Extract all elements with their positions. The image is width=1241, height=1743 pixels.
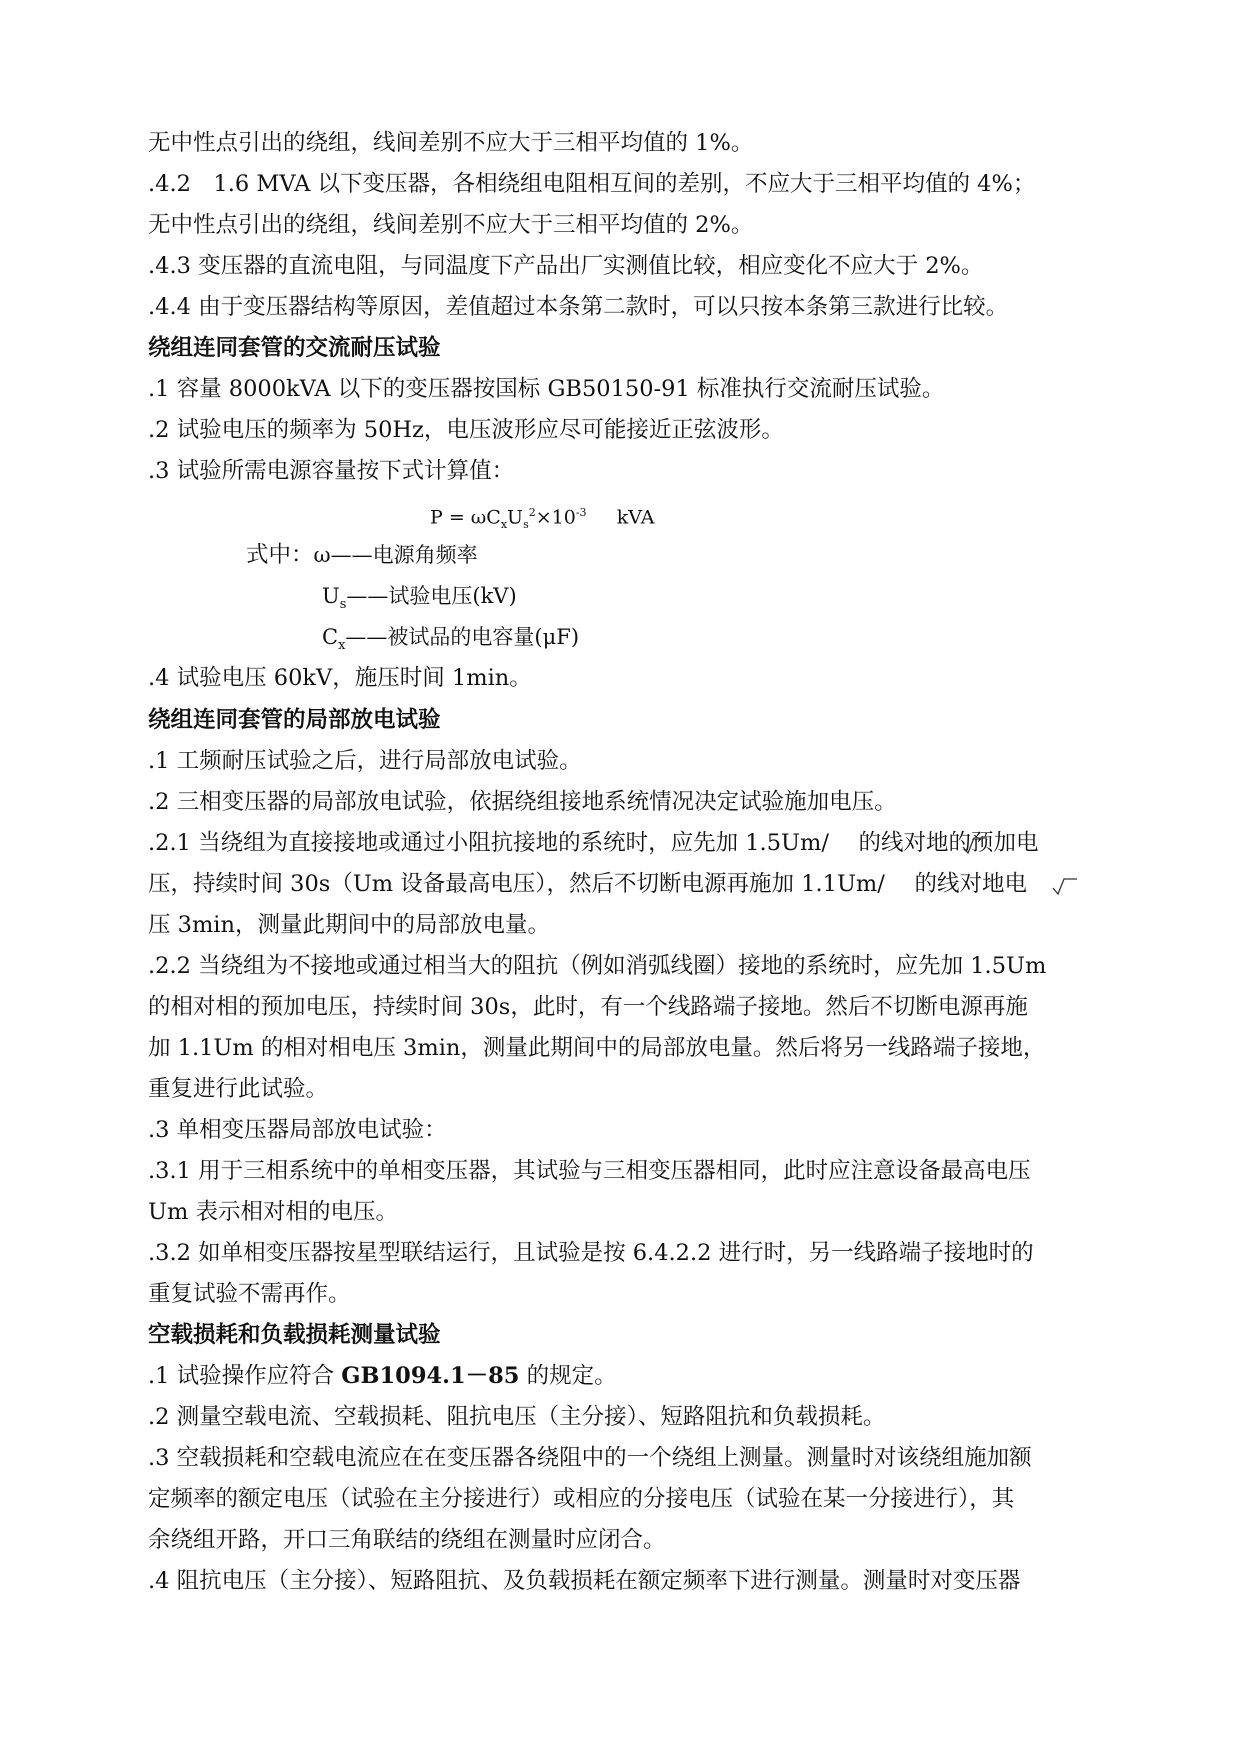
power-formula [430, 493, 1241, 533]
formula-times: ×10 [535, 506, 576, 529]
text-line: .4 阻抗电压（主分接）、短路阻抗、及负载损耗在额定频率下进行测量。测量时对变压器 [148, 1568, 1021, 1594]
text-line: 无中性点引出的绕组，线间差别不应大于三相平均值的 1%。 [148, 130, 754, 156]
text-line: .2.2 当绕组为不接地或通过相当大的阻抗（例如消弧线圈）接地的系统时，应先加 1.5Um [148, 953, 1047, 979]
where-label: 式中： [246, 542, 314, 568]
formula-lhs: P = ω [430, 506, 487, 529]
section-heading: 绕组连同套管的交流耐压试验 [148, 335, 441, 361]
text-line [322, 576, 1241, 616]
formula-exp: -3 [575, 506, 587, 519]
formula-c: C [486, 506, 501, 529]
text-line: Um 表示相对相的电压。 [148, 1199, 398, 1225]
text-line [148, 1356, 1128, 1396]
text-line: .1 容量 8000kVA 以下的变压器按国标 GB50150-91 标准执行交流耐压试验。 [148, 376, 945, 402]
where-cx-desc: ——被试品的电容量(μF) [345, 625, 580, 649]
text-line: .4.3 变压器的直流电阻，与同温度下产品出厂实测值比较，相应变化不应大于 2%。 [148, 253, 984, 279]
formula-unit: kVA [616, 506, 655, 529]
text-line: .2 测量空载电流、空载损耗、阻抗电压（主分接）、短路阻抗和负载损耗。 [148, 1404, 886, 1430]
where-omega: ω——电源角频率 [313, 543, 478, 567]
sqrt-mark-icon [962, 836, 988, 856]
standard-reference: GB1094.1－85 [341, 1363, 520, 1389]
text-line [246, 535, 1226, 575]
text-line: .2 三相变压器的局部放电试验，依据绕组接地系统情况决定试验施加电压。 [148, 789, 897, 815]
text-line: .3 空载损耗和空载电流应在在变压器各绕阻中的一个绕组上测量。测量时对该绕组施加额 [148, 1445, 1032, 1471]
text-line: 余绕组开路，开口三角联结的绕组在测量时应闭合。 [148, 1527, 666, 1553]
where-us-symbol: U [322, 584, 340, 608]
text-line: .3 试验所需电源容量按下式计算值： [148, 458, 515, 484]
text-line: .3.1 用于三相系统中的单相变压器，其试验与三相变压器相同，此时应注意设备最高电压 [148, 1158, 1031, 1184]
text-line: .3.2 如单相变压器按星型联结运行，且试验是按 6.4.2.2 进行时，另一线路端子接地时的 [148, 1240, 1034, 1266]
section-heading: 空载损耗和负载损耗测量试验 [148, 1322, 441, 1348]
text-line: .4 试验电压 60kV，施压时间 1min。 [148, 665, 532, 691]
where-us-desc: ——试验电压(kV) [346, 584, 517, 608]
text-line: 压，持续时间 30s（Um 设备最高电压），然后不切断电源再施加 1.1Um/ 的线对地电 [148, 871, 1027, 897]
sqrt-mark-icon [1052, 877, 1078, 897]
text-line: 压 3min，测量此期间中的局部放电量。 [148, 912, 550, 938]
where-cx-symbol: C [322, 625, 339, 649]
text-line: .4.2 1.6 MVA 以下变压器，各相绕组电阻相互间的差别，不应大于三相平均值的 4%； [148, 171, 1036, 197]
text-line: 定频率的额定电压（试验在主分接进行）或相应的分接电压（试验在某一分接进行），其 [148, 1486, 1015, 1512]
text-line: .2.1 当绕组为直接接地或通过小阻抗接地的系统时，应先加 1.5Um/ 的线对地的预加电 [148, 830, 1039, 856]
where-us-sub: s [339, 597, 347, 613]
text-line: .1 工频耐压试验之后，进行局部放电试验。 [148, 748, 582, 774]
text-line: 加 1.1Um 的相对相电压 3min，测量此期间中的局部放电量。然后将另一线路端子接地， [148, 1035, 1046, 1061]
formula-c-sub: x [500, 518, 508, 532]
formula-u-sup: 2 [528, 506, 536, 519]
text-line: 无中性点引出的绕组，线间差别不应大于三相平均值的 2%。 [148, 212, 754, 238]
where-cx-sub: x [338, 638, 346, 654]
text-line [322, 617, 1241, 657]
formula-u: U [507, 506, 524, 529]
section-heading: 绕组连同套管的局部放电试验 [148, 707, 441, 733]
formula-u-sub: s [523, 518, 529, 532]
text-line: .3 单相变压器局部放电试验： [148, 1117, 447, 1143]
text-line: .4.4 由于变压器结构等原因，差值超过本条第二款时，可以只按本条第三款进行比较。 [148, 294, 1009, 320]
text-line: .2 试验电压的频率为 50Hz，电压波形应尽可能接近正弦波形。 [148, 417, 784, 443]
text-segment: 的规定。 [519, 1363, 617, 1389]
text-line: 重复进行此试验。 [148, 1076, 329, 1102]
text-line: 的相对相的预加电压，持续时间 30s，此时，有一个线路端子接地。然后不切断电源再施 [148, 994, 1028, 1020]
text-segment: .1 试验操作应符合 [148, 1363, 342, 1389]
text-line: 重复试验不需再作。 [148, 1281, 351, 1307]
